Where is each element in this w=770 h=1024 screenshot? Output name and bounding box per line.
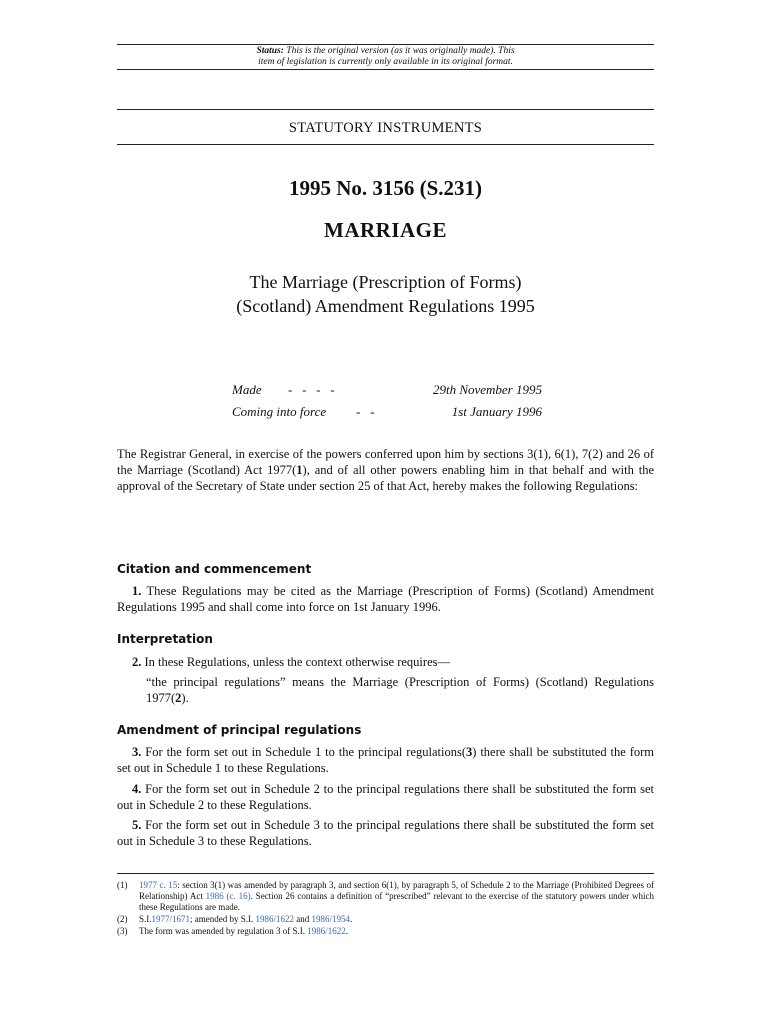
footnote-1-number: (1) xyxy=(117,880,128,890)
footnote-ref-3[interactable]: 3 xyxy=(466,745,473,759)
instrument-title xyxy=(117,270,654,318)
footnote-1-text-b: . Section 26 contains a definition of “prescribed” relevant to the exercise of the statutory powers under which these Regulations are made. xyxy=(139,891,654,912)
paragraph-4 xyxy=(117,781,654,813)
paragraph-3-number: 3. xyxy=(132,745,142,759)
paragraph-1 xyxy=(117,583,654,615)
footnote-1-text-a: : section 3(1) was amended by paragraph 3, and section 6(1), by paragraph 5, of Schedule 2 to the Marriage (Prohibited Degrees of Relationship) Act xyxy=(139,880,654,901)
footnote-rule xyxy=(117,873,654,874)
footnote-2-text-c: and xyxy=(294,914,312,924)
status-text-line2: item of legislation is currently only available in its original format. xyxy=(258,57,513,67)
footnotes xyxy=(117,880,654,938)
header-top-rule xyxy=(117,109,654,110)
footnote-1-text xyxy=(139,880,654,913)
preamble xyxy=(117,446,654,494)
link-1977-c15[interactable]: 1977 c. 15 xyxy=(139,880,178,890)
subject-heading: MARRIAGE xyxy=(324,218,447,242)
status-text-line1: This is the original version (as it was originally made). This xyxy=(286,46,515,56)
paragraph-1-text: These Regulations may be cited as the Marriage (Prescription of Forms) (Scotland) Amendment Regulations 1995 and shall come into force on 1st January 1996. xyxy=(117,584,654,614)
paragraph-4-text: For the form set out in Schedule 2 to the principal regulations there shall be substituted the form set out in Schedule 2 to these Regulations. xyxy=(117,782,655,812)
preamble-text-1: The Registrar General, in exercise of the powers conferred upon him by sections 3(1), 6(1), 7(2) and 26 of the Marriage (Scotland) Act 1977( xyxy=(117,447,654,477)
coming-into-force-label: Coming into force xyxy=(232,404,327,419)
amendment-heading: Amendment of principal regulations xyxy=(117,723,362,737)
paragraph-5-text: For the form set out in Schedule 3 to the principal regulations there shall be substituted the form set out in Schedule 3 to these Regulations. xyxy=(117,818,655,848)
footnote-3-text-b: . xyxy=(345,926,348,936)
status-label: Status: xyxy=(256,46,284,56)
footnote-2 xyxy=(117,914,654,925)
definition-text-end: ). xyxy=(181,691,189,705)
coming-into-force-dashes: - - xyxy=(356,404,375,419)
footnote-2-text-d: . xyxy=(350,914,353,924)
paragraph-1-number: 1. xyxy=(132,584,142,598)
link-si-1986-1954[interactable]: 1986/1954 xyxy=(311,914,351,924)
footnote-2-number: (2) xyxy=(117,914,128,924)
paragraph-2-number: 2. xyxy=(132,655,142,669)
header-bottom-rule xyxy=(117,144,654,145)
paragraph-3-text-b: ) there shall be substituted the form set out in Schedule 1 to these Regulations. xyxy=(117,745,655,775)
paragraph-2-text: In these Regulations, unless the context otherwise requires— xyxy=(144,655,450,669)
definition-principal-regulations xyxy=(146,674,654,706)
footnote-ref-1[interactable]: 1 xyxy=(296,463,303,477)
link-si-1986-1622[interactable]: 1986/1622 xyxy=(255,914,295,924)
footnote-3-text xyxy=(139,926,654,937)
footnote-2-text-a: S.I. xyxy=(139,914,152,924)
series-heading: STATUTORY INSTRUMENTS xyxy=(288,120,483,136)
paragraph-3-text-a: For the form set out in Schedule 1 to the principal regulations( xyxy=(145,745,467,759)
made-label: Made xyxy=(232,382,262,397)
footnote-ref-2[interactable]: 2 xyxy=(175,691,182,705)
title-line-1: The Marriage (Prescription of Forms) xyxy=(249,272,522,292)
status-notice xyxy=(117,44,654,70)
paragraph-3 xyxy=(117,744,654,776)
paragraph-4-number: 4. xyxy=(132,782,142,796)
footnote-2-text-b: ; amended by S.I. xyxy=(190,914,256,924)
paragraph-5-number: 5. xyxy=(132,818,142,832)
link-si-1986-1622-b[interactable]: 1986/1622 xyxy=(307,926,346,936)
footnote-1 xyxy=(117,880,654,913)
made-value: 29th November 1995 xyxy=(432,382,542,397)
instrument-number: 1995 No. 3156 (S.231) xyxy=(288,176,483,200)
title-line-2: (Scotland) Amendment Regulations 1995 xyxy=(236,296,535,316)
footnote-2-text xyxy=(139,914,654,925)
interpretation-heading: Interpretation xyxy=(117,632,213,646)
citation-heading: Citation and commencement xyxy=(117,562,312,576)
link-si-1977-1671[interactable]: 1977/1671 xyxy=(151,914,191,924)
paragraph-5 xyxy=(117,817,654,849)
footnote-3-text-a: The form was amended by regulation 3 of S.I. xyxy=(139,926,308,936)
definition-text: “the principal regulations” means the Marriage (Prescription of Forms) (Scotland) Regulations 1977( xyxy=(146,675,654,705)
made-dashes: - - - - xyxy=(288,382,335,397)
footnote-3-number: (3) xyxy=(117,926,128,936)
link-1986-c16[interactable]: 1986 (c. 16) xyxy=(205,891,251,901)
preamble-text-2: ), and of all other powers enabling him in that behalf and with the approval of the Secretary of State under section 25 of that Act, hereby makes the following Regulations: xyxy=(117,463,654,493)
footnote-3 xyxy=(117,926,654,937)
paragraph-2 xyxy=(117,654,654,670)
coming-into-force-value: 1st January 1996 xyxy=(451,404,542,419)
